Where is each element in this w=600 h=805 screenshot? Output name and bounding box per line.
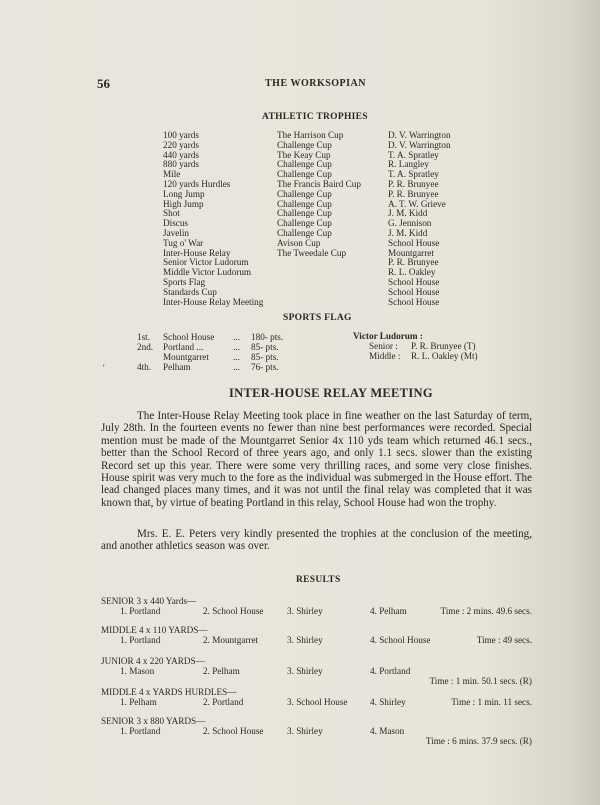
- relay-heading: INTER-HOUSE RELAY MEETING: [229, 386, 433, 400]
- trophy-holder: J. M. Kidd: [388, 227, 428, 238]
- race-first: 1. Pelham: [120, 697, 157, 707]
- trophy-holder: P. R. Brunyee: [388, 188, 439, 199]
- victor-heading: Victor Ludorum :: [353, 331, 423, 341]
- race-time: Time : 1 min. 50.1 secs. (R): [429, 676, 532, 686]
- trophy-trophy: The Francis Baird Cup: [277, 178, 361, 189]
- trophy-holder: School House: [388, 237, 440, 248]
- flag-row: [137, 332, 337, 342]
- flag-dots: ...: [233, 352, 240, 362]
- race-fourth: 4. Shirley: [370, 697, 406, 707]
- flag-points: 76- pts.: [251, 362, 279, 372]
- victor-middle-name: R. L. Oakley (Mt): [411, 351, 478, 361]
- flag-dots: ...: [233, 332, 240, 342]
- trophy-event: Inter-House Relay: [163, 247, 231, 258]
- relay-paragraph-1: [101, 410, 532, 509]
- flag-row: [137, 352, 337, 362]
- race-title: SENIOR 3 x 880 YARDS—: [101, 716, 206, 726]
- trophy-trophy: Challenge Cup: [277, 159, 332, 170]
- race-time: Time : 6 mins. 37.9 secs. (R): [425, 736, 532, 746]
- trophy-holder: P. R. Brunyee: [388, 257, 439, 268]
- victor-middle: [353, 351, 478, 361]
- trophy-trophy: Challenge Cup: [277, 169, 332, 180]
- trophy-holder: J. M. Kidd: [388, 208, 428, 219]
- trophy-holder: School House: [388, 276, 440, 287]
- running-head: THE WORKSOPIAN: [265, 78, 366, 89]
- flag-place: 2nd.: [137, 342, 154, 352]
- trophy-trophy: Challenge Cup: [277, 139, 332, 150]
- race-second: 2. Portland: [203, 697, 244, 707]
- victor-ludorum: [353, 331, 478, 361]
- athletic-trophies-heading: ATHLETIC TROPHIES: [262, 112, 368, 122]
- trophy-event: Shot: [163, 208, 180, 219]
- relay-paragraph-2: [101, 528, 532, 553]
- trophy-holder: School House: [388, 286, 440, 297]
- trophy-event: Long Jump: [163, 188, 205, 199]
- victor-senior-label: Senior :: [369, 341, 398, 351]
- trophy-event: Tug o' War: [163, 237, 204, 248]
- trophy-trophy: [277, 288, 361, 298]
- victor-middle-label: Middle :: [369, 351, 401, 361]
- race-fourth: 4. Portland: [370, 666, 411, 676]
- trophy-event: 880 yards: [163, 159, 199, 170]
- trophy-holder: T. A. Spratley: [388, 149, 439, 160]
- trophy-event: Middle Victor Ludorum: [163, 267, 252, 278]
- flag-house: Portland ...: [163, 342, 204, 352]
- race-title: JUNIOR 4 x 220 YARDS—: [101, 656, 205, 666]
- trophy-holder: G. Jennison: [388, 218, 432, 229]
- trophy-event: 220 yards: [163, 139, 199, 150]
- trophy-trophy: The Tweedale Cup: [277, 247, 347, 258]
- race-third: 3. Shirley: [287, 606, 323, 616]
- trophy-event: Senior Victor Ludorum: [163, 257, 249, 268]
- flag-place: 1st.: [137, 332, 151, 342]
- race-third: 3. Shirley: [287, 666, 323, 676]
- trophy-trophy: Challenge Cup: [277, 198, 332, 209]
- flag-house: Mountgarret: [163, 352, 209, 362]
- trophy-event: 120 yards Hurdles: [163, 178, 231, 189]
- margin-mark: ': [103, 363, 105, 373]
- trophy-holder: P. R. Brunyee: [388, 178, 439, 189]
- race-title: MIDDLE 4 x YARDS HURDLES—: [101, 687, 237, 697]
- race-time: Time : 2 mins. 49.6 secs.: [440, 606, 532, 616]
- trophy-event: Inter-House Relay Meeting: [163, 296, 264, 307]
- trophy-trophy: The Harrison Cup: [277, 130, 344, 140]
- results-heading: RESULTS: [296, 575, 341, 585]
- flag-points: 85- pts.: [251, 352, 279, 362]
- relay-paragraph-2-text: Mrs. E. E. Peters very kindly presented the trophies at the conclusion of the meeting, and another athletics season was over.: [101, 528, 532, 553]
- trophy-holder: Mountgarret: [388, 247, 434, 258]
- trophy-trophy: Challenge Cup: [277, 188, 332, 199]
- trophy-trophy: [277, 268, 361, 278]
- flag-row: [137, 342, 337, 352]
- trophy-event: Javelin: [163, 227, 190, 238]
- race-first: 1. Portland: [120, 606, 161, 616]
- race-second: 2. School House: [203, 726, 264, 736]
- trophy-event: Discus: [163, 218, 189, 229]
- flag-house: School House: [163, 332, 215, 342]
- trophy-holder: School House: [388, 296, 440, 307]
- race-title: SENIOR 3 x 440 Yards—: [101, 596, 197, 606]
- trophy-trophy: [277, 298, 361, 308]
- race-third: 3. School House: [287, 697, 348, 707]
- trophy-event-column: [163, 131, 263, 307]
- flag-points: 85- pts.: [251, 342, 279, 352]
- trophy-trophy: Challenge Cup: [277, 218, 332, 229]
- trophy-trophy: Challenge Cup: [277, 227, 332, 238]
- trophy-holder: D. V. Warrington: [388, 139, 451, 150]
- sports-flag-heading: SPORTS FLAG: [283, 313, 352, 323]
- relay-paragraph-1-text: The Inter-House Relay Meeting took place in fine weather on the last Saturday of term, July 28th. In the fourteen events no fewer than nine best performances were recorded. Special mention must be made of the Mountgarret Senior 4x 110 yds team which returned 46.1 secs., better than the School Record of three years ago, and only 1.1 secs. slower than the existing Record set up this year. There were some very thrilling races, and some very close finishes. House spirit was very much to the fore as the individual was submerged in the House effort. The lead changed places many times, and it was not until the final relay was completed that it was known that, by virtue of beating Portland in this relay, School House had won the trophy.: [101, 410, 532, 509]
- race-third: 3. Shirley: [287, 726, 323, 736]
- trophy-event: 100 yards: [163, 130, 199, 140]
- race-first: 1. Mason: [120, 666, 155, 676]
- trophy-holder-column: [388, 131, 451, 307]
- trophy-name-column: [277, 131, 361, 307]
- race-second: 2. Mountgarret: [203, 635, 259, 645]
- victor-senior-name: P. R. Brunyee (T): [411, 341, 476, 351]
- race-time: Time : 49 secs.: [476, 635, 532, 645]
- trophy-trophy: [277, 278, 361, 288]
- flag-row: [137, 362, 337, 372]
- trophy-holder: A. T. W. Grieve: [388, 198, 446, 209]
- trophy-holder: D. V. Warrington: [388, 130, 451, 140]
- trophy-holder: R. L. Oakley: [388, 267, 436, 278]
- race-third: 3. Shirley: [287, 635, 323, 645]
- race-first: 1. Portland: [120, 635, 161, 645]
- race-time: Time : 1 min. 11 secs.: [451, 697, 532, 707]
- race-second: 2. School House: [203, 606, 264, 616]
- race-title: MIDDLE 4 x 110 YARDS—: [101, 625, 208, 635]
- trophy-event: 440 yards: [163, 149, 199, 160]
- trophy-holder: T. A. Spratley: [388, 169, 439, 180]
- race-fourth: 4. Mason: [370, 726, 405, 736]
- victor-senior: [353, 341, 476, 351]
- trophy-event: Sports Flag: [163, 276, 206, 287]
- trophy-event: Mile: [163, 169, 181, 180]
- trophy-trophy: The Keay Cup: [277, 149, 331, 160]
- trophy-trophy: Avison Cup: [277, 237, 321, 248]
- trophy-holder: R. Langley: [388, 159, 429, 170]
- flag-dots: ...: [233, 342, 240, 352]
- race-fourth: 4. School House: [370, 635, 431, 645]
- flag-house: Pelham: [163, 362, 191, 372]
- flag-points: 180- pts.: [251, 332, 284, 342]
- race-fourth: 4. Pelham: [370, 606, 407, 616]
- trophy-trophy: [277, 258, 361, 268]
- race-second: 2. Pelham: [203, 666, 240, 676]
- race-first: 1. Portland: [120, 726, 161, 736]
- sports-flag-table: [137, 332, 337, 372]
- trophy-trophy: Challenge Cup: [277, 208, 332, 219]
- flag-place: 4th.: [137, 362, 152, 372]
- trophy-event: Standards Cup: [163, 286, 217, 297]
- flag-dots: ...: [233, 362, 240, 372]
- trophy-event: High Jump: [163, 198, 204, 209]
- page-number: 56: [97, 76, 110, 91]
